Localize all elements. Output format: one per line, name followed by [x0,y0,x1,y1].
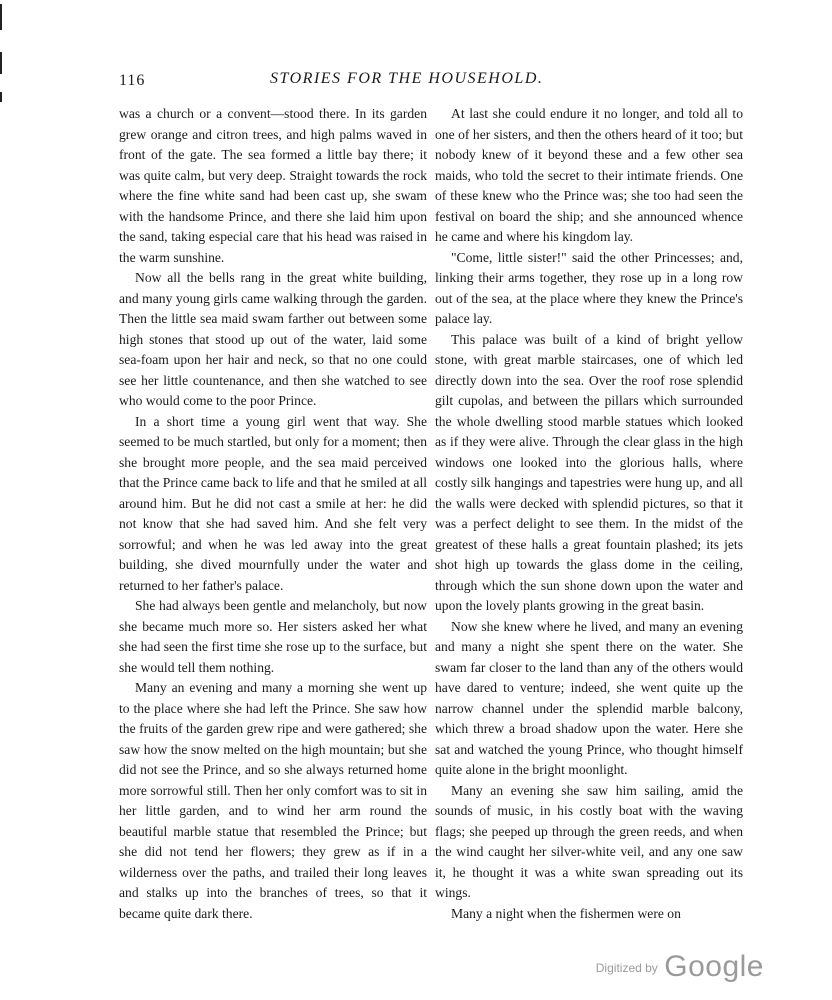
paragraph: "Come, little sister!" said the other Princesses; and, linking their arms together, they rose up in a long row out of the sea, at the place where they knew the Prince's palace lay. [435,249,743,326]
watermark-prefix: Digitized by [595,961,658,975]
paragraph: She had always been gentle and melancholy, but now she became much more so. Her sisters asked her what she had seen the first time she rose up to the surface, but she would tell them nothing. [119,598,427,675]
page-number: 116 [119,72,146,89]
digitized-watermark [596,950,764,984]
right-text-column [435,104,743,924]
running-title: STORIES FOR THE HOUSEHOLD. [270,70,544,87]
paragraph: Many an evening she saw him sailing, amid the sounds of music, in his costly boat with the waving flags; she peeped up through the green reeds, and when the wind caught her silver-white veil, and any one saw it, he thought it was a white swan spreading out its wings. [435,782,743,900]
paragraph: At last she could endure it no longer, and told all to one of her sisters, and then the others heard of it too; but nobody knew of it beyond these and a few other sea maids, who told the secret to their intimate friends. One of these knew who the Prince was; she too had seen the festival on board the ship; and she announced whence he came and where his kingdom lay. [435,106,743,244]
paragraph: was a church or a convent—stood there. In its garden grew orange and citron trees, and high palms waved in front of the gate. The sea formed a little bay there; it was quite calm, but very deep. Straight towards the rock where the fine white sand had been cast up, she swam with the handsome Prince, and there she laid him upon the sand, taking especial care that his head was raised in the warm sunshine. [119,106,427,265]
paragraph: This palace was built of a kind of bright yellow stone, with great marble staircases, one of which led directly down into the sea. Over the roof rose splendid gilt cupolas, and between the pillars which surrounded the whole dwelling stood marble statues which looked as if they were alive. Through the clear glass in the high windows one looked into the glorious halls, where costly silk hangings and tapestries were hung up, and all the walls were decked with splendid pictures, so that it was a perfect delight to see them. In the midst of the greatest of these halls a great fountain plashed; its jets shot high up towards the glass dome in the ceiling, through which the sun shone down upon the water and upon the lovely plants growing in the great basin. [435,331,743,613]
paragraph: Many a night when the fishermen were on [451,905,681,921]
watermark-brand-logo: Google [664,950,764,983]
page-edge-mark [0,0,2,110]
paragraph: In a short time a young girl went that way. She seemed to be much startled, but only for a moment; then she brought more people, and the sea maid perceived that the Prince came back to life and that he smiled at all around him. But he did not cast a smile at her: he did not know that she had saved him. And she felt very sorrowful; and when he was led away into the great building, she dived mournfully under the water and returned to her father's palace. [119,413,428,593]
paragraph: Now all the bells rang in the great white building, and many young girls came walking through the garden. Then the little sea maid swam farther out between some high stones that stood up out of the water, laid some sea-foam upon her hair and neck, so that no one could see her little countenance, and then she watched to see who would come to the poor Prince. [119,270,427,408]
left-text-column [119,104,427,924]
paragraph: Now she knew where he lived, and many an evening and many a night she spent there on the water. She swam far closer to the land than any of the others would have dared to venture; indeed, she went quite up the narrow channel under the splendid marble balcony, which threw a broad shadow upon the water. Here she sat and watched the young Prince, who thought himself quite alone in the bright moonlight. [435,618,743,777]
paragraph: Many an evening and many a morning she went up to the place where she had left the Prince. She saw how the fruits of the garden grew ripe and were gathered; she saw how the snow melted on the high mountain; but she did not see the Prince, and so she always returned home more sorrowful still. Then her only comfort was to sit in her little garden, and to wind her arm round the beautiful marble statue that resembled the Prince; but she did not tend her flowers; they grew as if in a wilderness over the paths, and trailed their long leaves and stalks up into the branches of trees, so that it became quite dark there. [119,680,427,921]
